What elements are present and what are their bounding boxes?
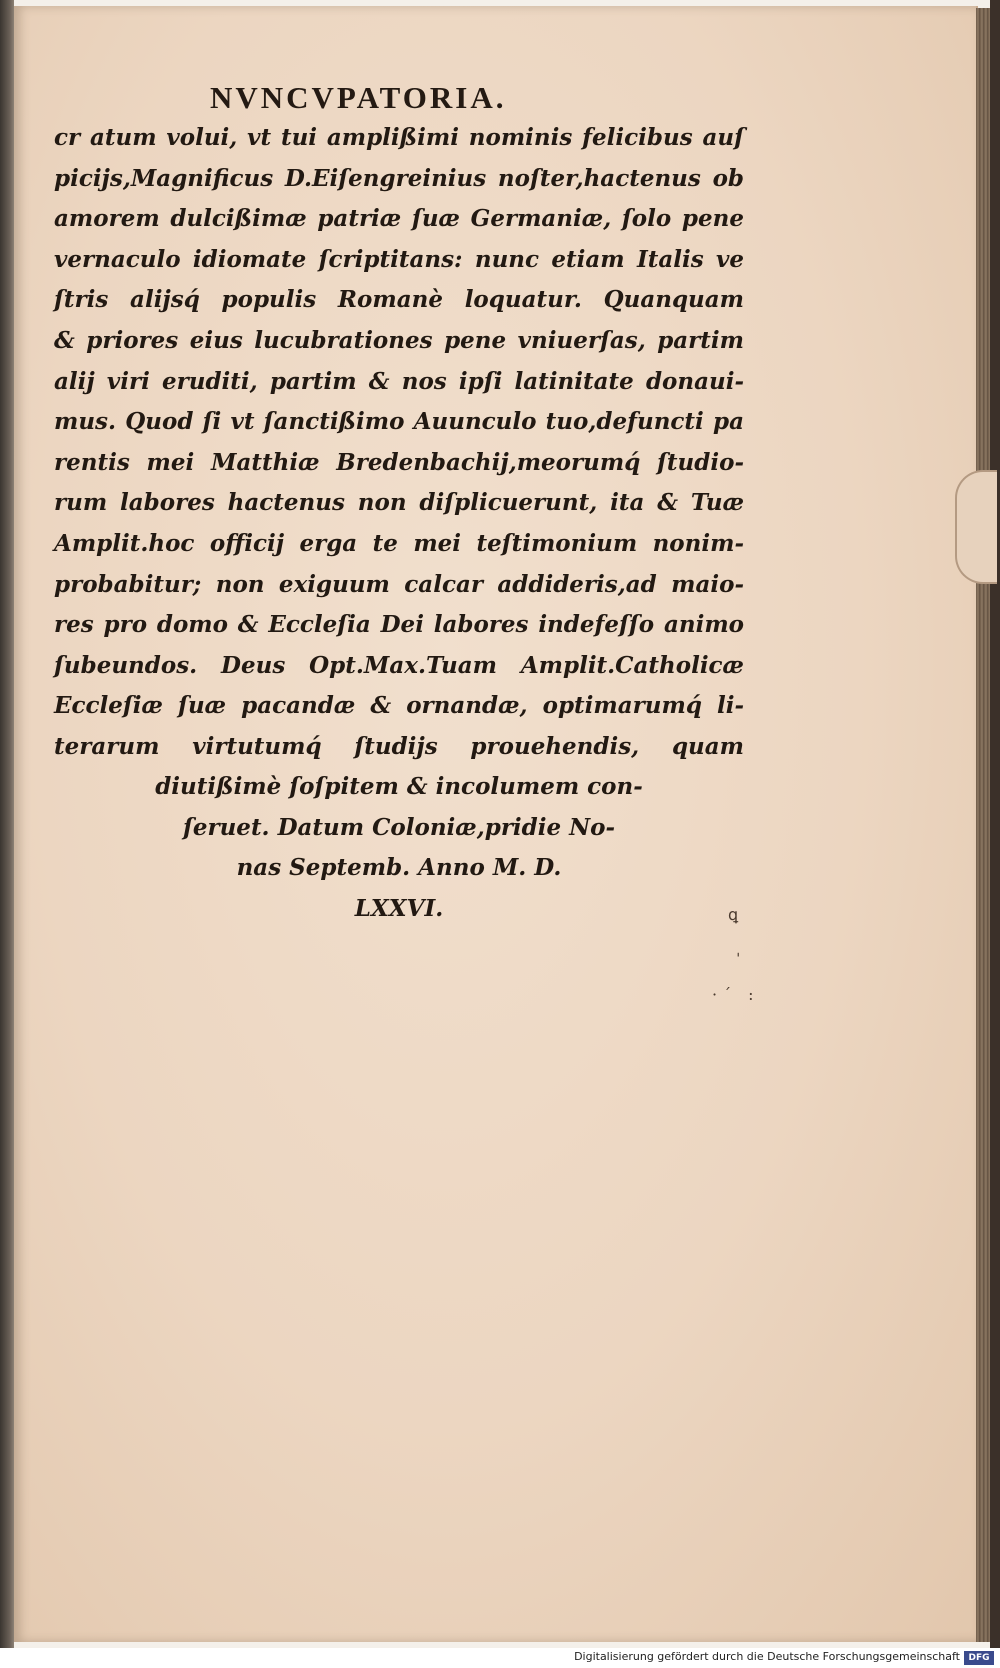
margin-mark: ꝗ	[728, 905, 739, 924]
funding-credit: Digitalisierung gefördert durch die Deutsche Forschungsgemeinschaft	[574, 1650, 960, 1663]
text-line: res pro domo & Eccleſia Dei labores indefeſſo animo	[54, 611, 744, 639]
page-heading: NVNCVPATORIA.	[210, 80, 507, 115]
text-line: ſubeundos. Deus Opt.Max.Tuam Amplit.Catholicæ	[54, 651, 744, 679]
margin-mark: ˈ	[736, 950, 741, 969]
dfg-logo: DFG	[964, 1651, 994, 1665]
paper-slip	[955, 470, 997, 584]
digitization-footer	[0, 1648, 1000, 1668]
text-line: alij viri eruditi, partim & nos ipſi latinitate donaui-	[54, 367, 744, 395]
closing-line: diutißimè ſoſpitem & incolumem con-	[155, 773, 643, 800]
text-line: rum labores hactenus non diſplicuerunt, ita & Tuæ	[54, 489, 744, 517]
text-line: amorem dulcißimæ patriæ ſuæ Germaniæ, ſolo pene	[54, 205, 744, 233]
text-line: Amplit.hoc officij erga te mei teſtimonium nonim-	[54, 529, 744, 557]
text-line: mus. Quod ſi vt ſanctißimo Auunculo tuo,defuncti pa	[54, 408, 744, 436]
text-line: ſtris alijsq́ populis Romanè loquatur. Quanquam	[54, 286, 744, 314]
text-line: probabitur; non exiguum calcar addideris,ad maio-	[54, 570, 744, 598]
closing-text	[54, 767, 744, 929]
text-line: Eccleſiæ ſuæ pacandæ & ornandæ, optimarumq́ li-	[54, 692, 744, 720]
text-line: picijs,Magnificus D.Eiſengreinius noſter,hactenus ob	[54, 164, 744, 192]
text-line: & priores eius lucubrationes pene vniuerſas, partim	[54, 326, 744, 354]
text-line: rentis mei Matthiæ Bredenbachij,meorumq́ ſtudio-	[54, 448, 744, 476]
body-text	[54, 118, 744, 768]
book-binding	[0, 0, 14, 1648]
text-line: cr atum volui, vt tui amplißimi nominis felicibus auſ	[54, 124, 744, 151]
book-edge-shadow	[990, 0, 1000, 1648]
closing-line: nas Septemb. Anno M. D.	[236, 854, 562, 882]
text-line: vernaculo idiomate ſcriptitans: nunc etiam Italis ve	[54, 245, 744, 273]
text-line: terarum virtutumq́ ſtudijs prouehendis, quam	[54, 732, 744, 760]
closing-line: LXXVI.	[354, 894, 444, 922]
margin-mark: ·´ :	[712, 985, 760, 1004]
closing-line: ſeruet. Datum Coloniæ,pridie No-	[182, 813, 616, 841]
